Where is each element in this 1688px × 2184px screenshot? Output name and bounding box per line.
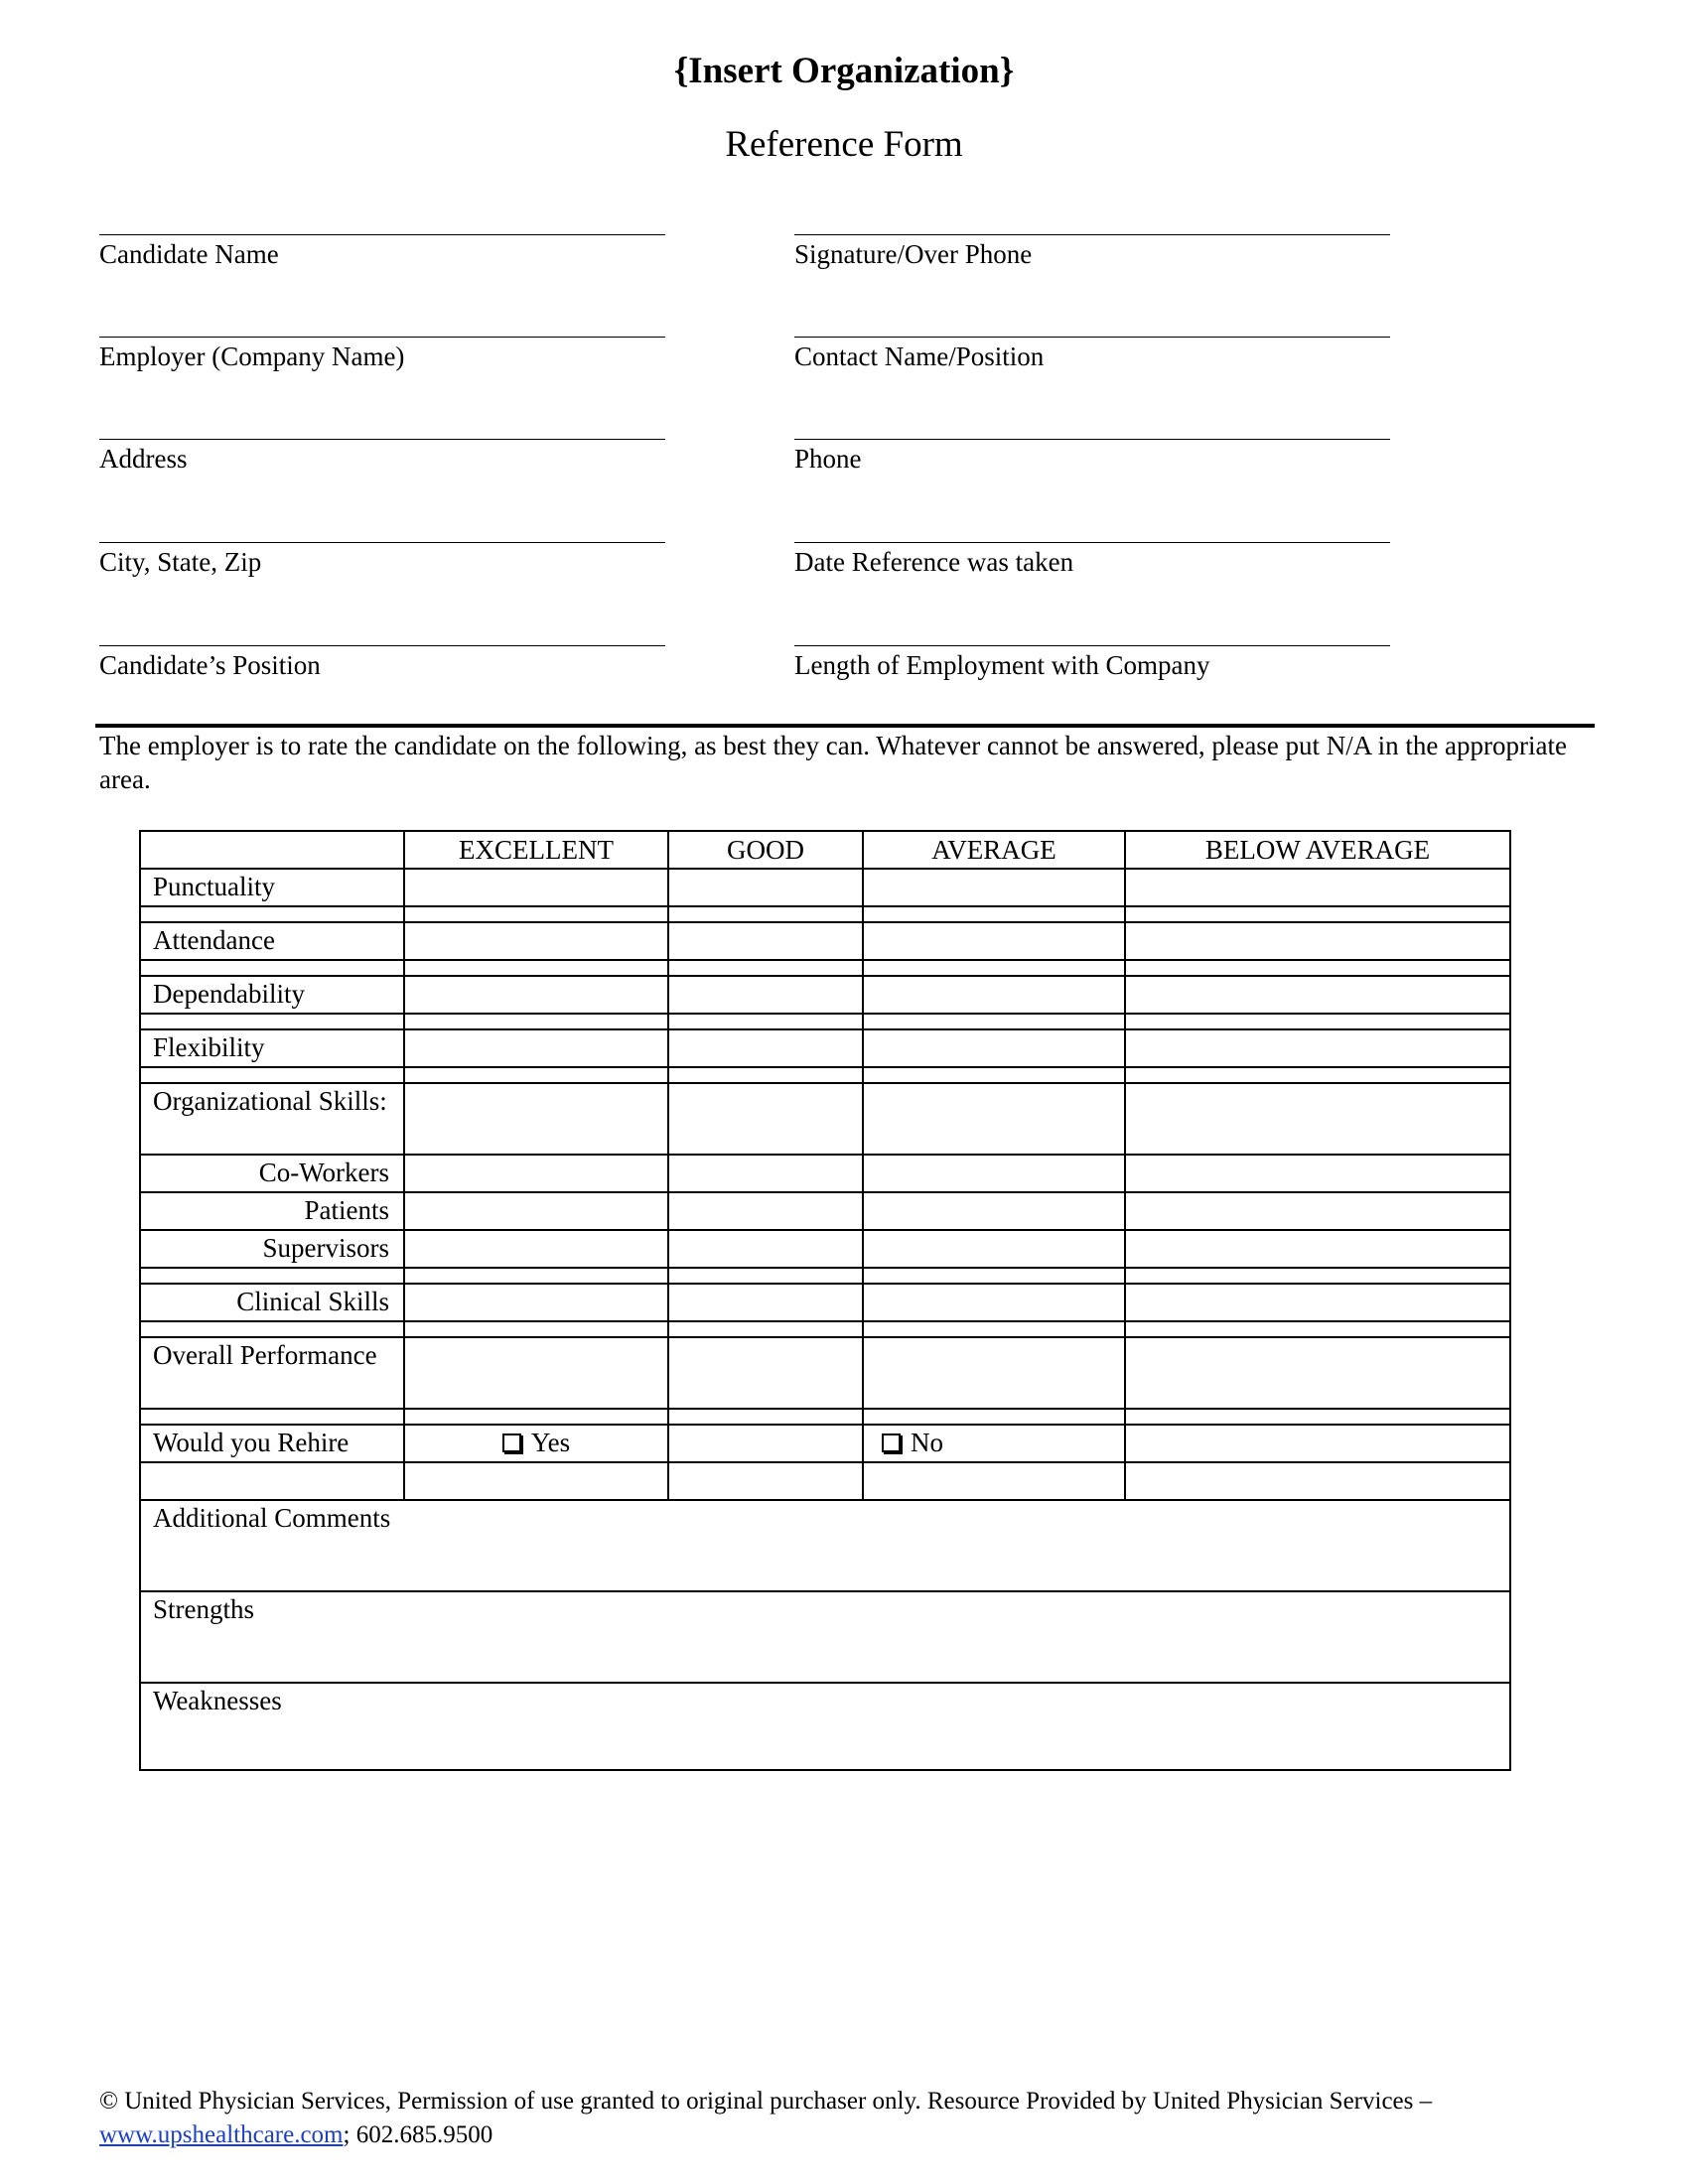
spacer-row — [140, 1409, 1510, 1425]
form-title: Reference Form — [725, 124, 963, 165]
table-row — [140, 1284, 1510, 1321]
rating-cell[interactable] — [668, 869, 863, 906]
column-below-average: BELOW AVERAGE — [1125, 831, 1510, 869]
rating-cell[interactable] — [668, 1284, 863, 1321]
field-line — [99, 542, 665, 543]
strengths-box[interactable] — [140, 1591, 1510, 1683]
field-label: Employer (Company Name) — [99, 341, 405, 371]
rating-cell[interactable] — [863, 1337, 1125, 1409]
rating-cell[interactable] — [404, 1155, 668, 1192]
spacer-row — [140, 960, 1510, 976]
empty-cell — [140, 1462, 404, 1500]
rating-table — [139, 830, 1511, 1771]
additional-comments-box[interactable] — [140, 1500, 1510, 1591]
rating-cell[interactable] — [1125, 1029, 1510, 1067]
field-label: Candidate’s Position — [99, 650, 321, 680]
row-label-rehire: Would you Rehire — [140, 1425, 404, 1462]
field-line — [794, 439, 1390, 440]
header-empty — [140, 831, 404, 869]
no-label: No — [911, 1428, 943, 1457]
empty-cell — [1125, 1462, 1510, 1500]
rating-cell[interactable] — [1125, 976, 1510, 1014]
rehire-yes-option[interactable] — [404, 1425, 668, 1462]
field-label: Address — [99, 444, 188, 474]
field-line — [794, 645, 1390, 646]
row-label-organizational-skills: Organizational Skills: — [140, 1083, 404, 1155]
strengths-label: Strengths — [153, 1594, 255, 1624]
rating-cell[interactable] — [668, 1230, 863, 1268]
row-label-supervisors: Supervisors — [140, 1230, 404, 1268]
address-field[interactable] — [99, 439, 665, 475]
table-row — [140, 869, 1510, 906]
empty-cell — [404, 1462, 668, 1500]
candidate-name-field[interactable] — [99, 234, 665, 270]
table-row — [140, 1337, 1510, 1409]
row-label-punctuality: Punctuality — [140, 869, 404, 906]
table-row — [140, 1230, 1510, 1268]
rating-cell[interactable] — [404, 976, 668, 1014]
city-state-zip-field[interactable] — [99, 542, 665, 578]
rating-cell[interactable] — [863, 1192, 1125, 1230]
field-label: Date Reference was taken — [794, 547, 1074, 577]
rating-cell[interactable] — [1125, 1284, 1510, 1321]
empty-cell — [668, 1462, 863, 1500]
organization-title: {Insert Organization} — [673, 51, 1015, 91]
weaknesses-row[interactable] — [140, 1683, 1510, 1770]
rating-cell[interactable] — [404, 1337, 668, 1409]
candidate-position-field[interactable] — [99, 645, 665, 681]
field-line — [99, 234, 665, 235]
comments-row[interactable] — [140, 1500, 1510, 1591]
rating-cell[interactable] — [1125, 1155, 1510, 1192]
row-label-attendance: Attendance — [140, 922, 404, 960]
rating-cell[interactable] — [404, 1284, 668, 1321]
checkbox-icon[interactable] — [502, 1433, 521, 1452]
rating-cell[interactable] — [668, 922, 863, 960]
field-label: Length of Employment with Company — [794, 650, 1210, 680]
rating-cell[interactable] — [863, 1230, 1125, 1268]
rating-cell[interactable] — [404, 1083, 668, 1155]
row-label-overall-performance: Overall Performance — [140, 1337, 404, 1409]
column-good: GOOD — [668, 831, 863, 869]
field-label: Contact Name/Position — [794, 341, 1045, 371]
rating-cell[interactable] — [863, 922, 1125, 960]
rating-cell[interactable] — [863, 1029, 1125, 1067]
rating-cell[interactable] — [668, 1337, 863, 1409]
section-divider — [95, 724, 1595, 728]
reference-date-field[interactable] — [794, 542, 1390, 578]
row-label-co-workers: Co-Workers — [140, 1155, 404, 1192]
instructions-text: The employer is to rate the candidate on the following, as best they can. Whatever cannot be answered, please put N/A in the appropriate area. — [99, 731, 1567, 794]
field-line — [99, 645, 665, 646]
employment-length-field[interactable] — [794, 645, 1390, 681]
weaknesses-label: Weaknesses — [153, 1686, 282, 1715]
rehire-no-option[interactable] — [863, 1425, 1125, 1462]
rating-cell[interactable] — [668, 1029, 863, 1067]
rating-cell[interactable] — [863, 1083, 1125, 1155]
row-label-patients: Patients — [140, 1192, 404, 1230]
spacer-row — [140, 1268, 1510, 1284]
rating-cell[interactable] — [1125, 1230, 1510, 1268]
rating-cell[interactable] — [404, 1230, 668, 1268]
rating-cell[interactable] — [668, 976, 863, 1014]
column-average: AVERAGE — [863, 831, 1125, 869]
field-label: Phone — [794, 444, 862, 474]
spacer-row — [140, 1067, 1510, 1083]
field-line — [99, 439, 665, 440]
rating-cell[interactable] — [863, 869, 1125, 906]
rating-cell[interactable] — [668, 1192, 863, 1230]
field-label: City, State, Zip — [99, 547, 262, 577]
row-label-flexibility: Flexibility — [140, 1029, 404, 1067]
rating-cell[interactable] — [863, 1155, 1125, 1192]
rating-cell[interactable] — [404, 869, 668, 906]
rating-cell[interactable] — [1125, 1083, 1510, 1155]
weaknesses-box[interactable] — [140, 1683, 1510, 1770]
rating-cell — [1125, 1425, 1510, 1462]
yes-label: Yes — [530, 1428, 571, 1457]
table-row — [140, 1083, 1510, 1155]
rating-cell[interactable] — [863, 1284, 1125, 1321]
rating-cell[interactable] — [863, 976, 1125, 1014]
rating-cell[interactable] — [1125, 1192, 1510, 1230]
rating-cell — [668, 1425, 863, 1462]
table-row — [140, 922, 1510, 960]
empty-cell — [863, 1462, 1125, 1500]
spacer-row — [140, 1321, 1510, 1337]
field-line — [794, 337, 1390, 338]
employer-field[interactable] — [99, 337, 665, 372]
field-line — [794, 234, 1390, 235]
rating-cell[interactable] — [404, 1192, 668, 1230]
field-label: Candidate Name — [99, 239, 279, 269]
row-label-dependability: Dependability — [140, 976, 404, 1014]
checkbox-icon[interactable] — [882, 1433, 901, 1452]
field-line — [99, 337, 665, 338]
rating-cell[interactable] — [404, 1029, 668, 1067]
field-label: Signature/Over Phone — [794, 239, 1033, 269]
table-row — [140, 1155, 1510, 1192]
table-row — [140, 1029, 1510, 1067]
phone-field[interactable] — [794, 439, 1390, 475]
spacer-row — [140, 1014, 1510, 1029]
table-row — [140, 1425, 1510, 1462]
rating-cell[interactable] — [668, 1155, 863, 1192]
table-row — [140, 1462, 1510, 1500]
table-row — [140, 1192, 1510, 1230]
rating-cell[interactable] — [1125, 1337, 1510, 1409]
rating-cell[interactable] — [404, 922, 668, 960]
rating-cell[interactable] — [1125, 869, 1510, 906]
field-line — [794, 542, 1390, 543]
rating-cell[interactable] — [1125, 922, 1510, 960]
row-label-clinical-skills: Clinical Skills — [140, 1284, 404, 1321]
additional-comments-label: Additional Comments — [153, 1503, 391, 1533]
strengths-row[interactable] — [140, 1591, 1510, 1683]
table-header-row — [140, 831, 1510, 869]
footer — [99, 2085, 1609, 2152]
footer-phone: ; 602.685.9500 — [343, 2121, 493, 2148]
signature-field[interactable] — [794, 234, 1390, 270]
column-excellent: EXCELLENT — [404, 831, 668, 869]
contact-name-field[interactable] — [794, 337, 1390, 372]
website-link[interactable]: www.upshealthcare.com — [99, 2121, 344, 2148]
spacer-row — [140, 906, 1510, 922]
footer-text: © United Physician Services, Permission of use granted to original purchaser only. Resource Provided by United Physician Services – — [99, 2088, 1433, 2115]
rating-cell[interactable] — [668, 1083, 863, 1155]
table-row — [140, 976, 1510, 1014]
